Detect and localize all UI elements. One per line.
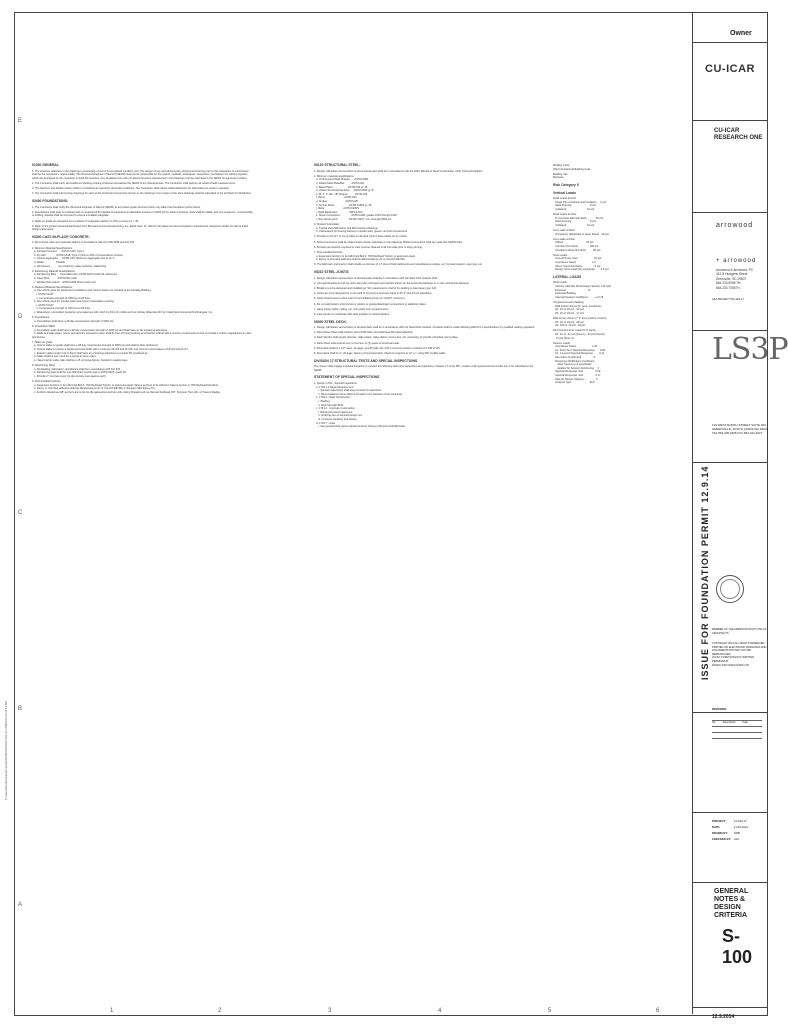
note-paragraph: Dead Loads at Floor 5" Concrete Slab with Deck 50 psf Steel Framing 8 psf Collateral 10 psf [553,213,604,227]
note-paragraph: 1. Section 1704 - Special Inspections a. 1704.1.2 Report Requirement. i. Special inspector(s) shall keep records of inspections. ii. Noncompliance items shall be brought to the attention of the contractor. b. 1704.3 - Steel Construction i. Welding ii. High-Strength Bolts c. 1704.4 - Concrete Construction i. Reinforcing steel placement ii. Verifying use of required design mix iii. Concrete sampling and testing d. 1704.7 - Soils i. See geotechnical report requirements for testing of fill and controlled base. [314,382,406,429]
title-block-divider [693,812,767,813]
note-paragraph: 1. The structure reflected on the drawings is structurally sound in its completed condition only. The design of any and all temporary shoring and bracing prior to the completion of construction shall be the contractor's responsibility. The Structural Engineer of Record (SEOR) shall not be responsible for the means, methods, techniques, sequences, procedures nor safety programs which are employed by the contractor to build the structure. Any deviations from the completed structure represented in the drawings must be submitted to the SEOR for approval in writing. [32,169,250,180]
title-block-divider [693,330,767,331]
ls3p-logo: LS3P [712,332,788,367]
ls3p-address: 110 WEST NORTH STREET SUITE 300 GREENVILLE, SOUTH CAROLINA 29601 TEL 864.235.0405 FAX 864.233.4027 [712,423,769,435]
architect-logo-line2: + arrowood [716,258,757,264]
section-heading: 02400 FOUNDATIONS: [32,198,69,203]
project-info-row [712,836,748,842]
grid-col-label: 6 [656,1008,660,1014]
project-name [714,128,762,142]
grid-col-label: 3 [328,1008,332,1014]
grid-row-label: E [18,118,23,124]
note-paragraph: Live Loads at Roof Occupancy (Reducible or Area, Slope) 20 psf [553,229,609,236]
note-paragraph: 8. Joist vendor to coordinate with steel supplier for spliced girders. [314,312,390,316]
note-paragraph: 2. Foundations shall bear on residual soils or engineered fill capable of supporting an allowable pressure of 3000 psf for column footings. Soils shall be stable, and non-expansive, compressible, or shifting material shall be removed to ensure a suitable subgrade. [32,210,254,218]
file-path-stamp: C:\Users\Doc\Desktop\Projects\2014\CUICAR\S-100.rvt 12/9/2014 10:44:51 AM [4,701,8,800]
note-paragraph: Live Loads at Floor Offices 50 psf Corridors (first floor) 100 psf Corridors (above first floor) 80 psf [553,237,601,252]
title-block-divider [693,42,767,43]
issue-stamp: ISSUE FOR FOUNDATION PERMIT 12.9.14 [700,465,710,680]
title-block-divider [693,462,767,463]
note-paragraph: 4. The Contractor shall submit shop drawings for each of the structural components shown on the drawings. Four copies of the shop drawings shall be submitted to the Architect for distribution. [32,192,252,196]
note-paragraph: 2. Minimum Material Specifications: a. Portland Cement: ASTM C150, Type I b. Fly Ash: ASTM C618, Type F (limit to 20% of cementitious content) c. Coarse Aggregate: ASTM C33, Maximum Aggregate size to be 1" d. Water: Potable e. Admixtures: Air entraining, water reducing, plasticizing [32,246,123,268]
project-info-value: NRB [734,831,740,835]
note-paragraph: Wall Corner Zones (7' 6" from exterior corners) 20', 10 sf, 18 psf, -28 psf 20', 100 sf, 15 psf, -18 psf [553,316,607,328]
note-paragraph: 3. Deck Vendor shall supply closures, ridge plates, valley plates, sump pans, etc. necessary to provide a finished roof surface. [314,336,459,340]
section-heading: LATERAL LOADS [553,274,582,279]
general-notes-column-1 [32,160,254,760]
note-paragraph: Wind Loads Velocity (Ultimate Wind Design Speed) 115 mph Exposure B Enclosed Building Internal Pressure Coefficient +/-0.18 [553,281,612,299]
revision-row [712,738,762,744]
note-paragraph: 3. Product Submittals: a. Typical shop fabrication and field erection drawings. b. Calculations for bracing frames to include weld, gusset, and bolt connections. [314,223,408,234]
section-heading: DIVISION 17 STRUCTURAL TESTS AND SPECIAL INSPECTIONS [314,358,418,363]
note-paragraph: 8. The fabricator and erector shall include a minimum of 1.5 tons of field weldments and miscellaneous angles, etc. for steel support, openings, etc. [314,263,483,267]
title-block-divider [693,1007,767,1008]
note-paragraph: 1. Design, fabrication and erection of all steel deck shall be in accordance with the Steel Deck Institute. All welds shall be made following AWS D1.3 specifications by qualified welding operators. [314,326,536,330]
architect-logo-line1: arrowood [716,222,754,229]
note-paragraph: 4. Deck Sheet shall extend over a minimum of (3) spans of structural steel. [314,341,400,345]
note-paragraph: 6. All steel permanently exposed to view must be cleaned of all mill scale prior to shop priming. [314,245,423,249]
note-paragraph: 6. Floor deck shall be 2", 20 gage, factory primed steel deck. Attach to supports at 12" o.c. using 5/8" puddle welds. [314,352,447,356]
project-info-label: PROJECT: [712,819,726,823]
membership-note: MEMBER OF THE AMERICAN INSTITUTE OF ARCHITECTS [712,628,767,635]
section-heading: Vertical Loads [553,190,576,195]
revision-col-description: Description [722,721,736,724]
note-paragraph: 7. Post-installed Anchors a. Expansion Anchors to be Hilti Kwik Bolt 3, ITW Redhead Trubolt, or approved equal. b. Epoxy or chemical adhesive shall be Ramset Epcon A7 or CIA HIT-RE 500. [314,251,416,262]
section-heading: 05120 STRUCTURAL STEEL: [314,163,361,167]
note-paragraph: Roof Components Loads (6'-0" band) 20', 10 sf, -11 psf (Zone 1), -33 psf (Zone3), -47 psf (Zone 3) [553,329,606,340]
project-info-label: DRAWN BY: [712,831,728,835]
note-paragraph: 8. Reinforcing Steel a. All detailing, fabrication, and placing shall be in accordance with ACI 315. b. Reinforcing steel shall be new billet bars conforming to ASTM A615, grade 60. c. Provide 2" concrete cover for all concrete cast against earth. [32,364,127,378]
note-paragraph: 5. Joists shall receive a shop coat of rust inhibitive primer (1 mil DFT minimum). [314,297,406,301]
note-paragraph: 3. Reinforcing Material Specifications: a. Reinforcing Bars: New billet bars, ASTM A615 Grade 60, deformed. b. Steel Wire: ASTM A82, plain c. Welded Wire Fabric: ASTM A185 Sheet stock only [32,269,118,284]
note-paragraph: 3. Slabs on grade are designed for a modulus of subgrade reaction of 175 pci using a K = 30. [32,219,139,223]
grid-row-label: A [18,902,23,908]
note-paragraph: Seismic Loads Importance Factor 1.25 Ss, Short Term Spectral Response 0.28 S1, 1 second Spectral Response 0.11 Site Class (Confirmed) D Response Modification Coefficient Steel Systems not specifically detailed for Seismic Reinforcing 3 Spectral Response, Sds 0.29 Spectral Response, Sd1 0.17 Seismic Design Category C Analysis Type ELF [553,341,606,385]
sheet-date: 12.9.2014 [712,1014,735,1020]
sheet-number: S-100 [722,926,753,967]
title-block-divider [693,212,767,213]
grid-col-label: 5 [548,1008,552,1014]
section-heading: STATEMENT OF SPECIAL INSPECTIONS [314,375,380,380]
project-info-label: CHECKED BY: [712,837,732,841]
note-paragraph: 2. Deck Sheet Steel shall conform with ASTM A611 and shall have FM Label attached. [314,331,413,335]
note-paragraph: 2. Minimum material specifications: a. W-Structural Steel Shapes: ASTM A992 b. Rolled Steel Plate/Bar: ASTM A36 c. Base Plates: ASTM A36 gr. 36 d. Hollow Structural Sections: ASTM A500 gr. B e. M, S, C, MC, HP Shapes: ASTM A36 f. Pipes: ASTM A53 g. Angles: ASTM A36 h. Anchor Rods: ASTM F1554 gr. 36 i. Bolts: ASTM A325N j. Weld Electrodes: AWS E70xx k. Shear Connectors: ASTM A108, grades 1015 through 1020 l. Non-shrink grout: ASTM C1107, min. strength 5000 psi [314,174,397,221]
note-paragraph: 7. Slabs on grade a. Interior slabs on grade shall have a 28 day compressive strength of 3500 psi and shall be fiber reinforced. b. Interior slabs to receive a hardened trowel finish with a minimum FF=35 and FL=25, and minimum local values of FF=24 and FL=17. c. Exterior slabs (under roof or floor) shall have air entraining admixture to provide 6% entrained air. d. Slabs shall be wet cured for a period of seven days. e. Vapor barrier under slab shall be a 15 mil polyethylene, bonded to sealing tape. [32,340,189,362]
architect-address: Arrowood & Arrowood, PC 412 B Hudgens Street Greenville, SC 29607 864.233.9055 Tel 864.233.7056 Fx [716,268,754,290]
title-block-divider [693,882,767,883]
note-paragraph: 2. Use special joists at roof top units using the roof layout and weights shown on the structural drawings or on the mechanical drawings. [314,281,470,285]
note-paragraph: Components and Cladding Wall Interior Zones (ft², area, pressures) 20', 10 sf, 18 psf, -19 psf 20', 10 sf, 18 psf, -17 psf [553,300,602,315]
grid-col-label: 2 [218,1008,222,1014]
section-heading: 05300 STEEL DECK: [314,319,347,324]
grid-col-label: 4 [438,1008,442,1014]
note-paragraph: 1. All concrete work and materials shall be in accordance with ACI 318-2008 and ACI 301. [32,241,135,245]
grid-col-label: 1 [110,1008,114,1014]
note-paragraph: Building Use Business [553,172,568,180]
note-paragraph: 5. Field connections shall be bolted unless shown otherwise on the drawings. Bolted connections shall be made with A325N bolts. [314,240,463,244]
revisions-label: REVISIONS: [712,708,727,711]
owner-label: Owner [730,30,752,37]
note-paragraph: Building Code 2012 International Building Code [553,164,591,171]
grid-row-label: D [18,314,23,320]
copyright-note: COPYRIGHT 2014 ALL RIGHTS RESERVED. PRINTED OR ELECTRONIC DRAWINGS AND DOCUMENTATION MAY NOT BE REPRODUCED IN ANY FORM WITHOUT WRITTEN PERMISSION FROM LS3P ASSOCIATES LTD. [712,642,767,667]
revision-col-date: Date [742,721,748,724]
sheet-title: GENERAL NOTES & DESIGN CRITERIA [714,888,749,919]
note-paragraph: 9. Post-Installed Anchors a. Expansion Anchors to be Hilti Kwik Bolt 3, ITW Redhead Trubolt, or approved equal. Sleeve anchors to be Hilti HLC Sleeve Anchor or ITW Redhead Dynabolt. b. Epoxy or chemical adhesive shall be Ramset Epcon A7 or CIA HIT-RE 500 or Simpson SET Epoxy-Tie. c. Anchors labeled as 3/8" anchors are to be hot dip galvanized anchors with cutting threads such as Ramset Redhead 3/8", Simpson Titen HD, or Powers Wedge. [32,380,221,394]
note-paragraph: 6. Foundation Walls a. Foundation walls shall have a 28 day compressive strength of 4000 psi and shall have an air entraining admixture. b. Walls and slab edges, where permanently exposed to view, shall be free of honeycombing and shall be rubbed with a mixture of sand and cement to provide a uniform appearance in color and texture. [32,324,252,339]
design-criteria-column [553,164,683,724]
architect-seal-inner [720,579,740,599]
cuicar-logo-text: CU-ICAR [705,63,755,75]
project-info [712,818,748,842]
note-paragraph: 2. The Contractor shall verify all conditions including existing structures and advise the SEOR of any discrepancies. The Contractor shall perform all required field measurements. [32,181,236,185]
note-paragraph: 7. Hang piping, lights, ceiling, etc. from joists only at panel points. [314,307,389,311]
section-heading: 05210 STEEL JOISTS: [314,270,350,274]
section-heading: 03300 CAST-IN-PLACE CONCRETE: [32,234,90,239]
project-name-line1: CU-ICAR [714,128,740,134]
note-paragraph: The Owner shall engage a special inspector to conduct the following tests and inspections as required by Chapter 17 of the IBC. Copies of all reports and test results are to be submitted to the SEOR. [314,365,534,372]
note-paragraph: 4. Refer to the project Geotechnical Report from Bunnell-Lammons Engineering, Inc. dated Sept. 12, 2014 for fill placement and compaction requirements required to obtain the above listed design parameters. [32,224,249,232]
title-block-divider [693,712,767,713]
section-heading: 01000 GENERAL [32,163,59,167]
note-paragraph: 3. The Sections and Details shown shall be considered as typical for all similar conditions. The Contractor shall submit written Requests for Information for areas in question. [32,187,230,191]
note-paragraph: 6. Do not weld bottom chord struts or girders or gravity/diaphragm connections to stabilizer plates. [314,302,427,306]
revision-col-no: No. [712,721,717,724]
grid-row-label: C [18,510,23,516]
revisions-table [712,720,762,744]
project-info-value: 11.05.2014 [734,825,748,829]
note-paragraph: 3. Bridging is to be designed and installed per SJI requirements. Anchor by welding to steel beam (per SJI). [314,286,437,290]
section-heading: Risk Category II [553,182,579,187]
project-name-line2: RESEARCH ONE [714,135,763,141]
grid-row-label: B [18,706,23,712]
note-paragraph: 1. Design, fabrication and erection of all steel joists shall be in accordance with the Steel Joist Institute (SJI). [314,276,438,280]
note-paragraph: 4. Required Material Specifications: a. Non-shrink grout for equipment foundations and column bases (as needed) at the Faraday Building i. ASTM C1107 ii. Compressive strength of 7000 psi at 28 days b. Non-shrink grout for precast panel and column baseplates grouting i. ASTM C1107 ii. Compressive strength of 7000 psi at 28 days c. Waterstops: premolded, bentonite type waterstop with 1inch by 3/4 inch profile such as Volclay Waterstop RX by Colloid Environmental Technologies, Inc. [32,285,213,314]
note-paragraph: Snow Loads Ground Snow Load 10 psf Importance Factor 1.0 Flat or Snow Surcharge 8 psf Design Snow Load (No surcharge) 6.5 psf [553,253,609,272]
note-paragraph: 5. Roof deck shall be 1 1/2" deep, 22 gage, type B (wide rib), with a minimum section modulus of 0.186 in^3/ft. [314,346,441,350]
project-info-value: 12-029-17 [734,819,747,823]
project-info-label: DATE: [712,825,721,829]
note-paragraph: Dead Loads at Roof Single Ply membrane and insulation 2 psf Steel Framing 8 psf Collateral 10 psf [553,197,606,211]
general-notes-column-2 [314,160,536,930]
note-paragraph: 4. Provide 2 inch (2") to top of slabs on all steel column base plates (or as noted). [314,235,408,239]
note-paragraph: 5. Foundations: a. Foundations shall have a 28 day compressive strength of 3000 psi. [32,316,114,323]
note-paragraph: 1. Design, fabrication and erection of all structural steel shall be in accordance with the AISC Manual of Steel Construction, ASD, Thirteenth Edition. [314,169,484,173]
title-block-divider [693,120,767,121]
architect-project-number: A&A PROJECT #12-029-17 [712,298,744,301]
cuicar-logo [700,58,760,78]
project-info-value: AJA [734,837,740,841]
note-paragraph: 4. Joists are to be designed for a net uplift of 15 psf at a perimeter band of 20'-0" and 12 psf elsewhere. [314,292,433,296]
note-paragraph: 1. The Contractor shall notify the Structural Engineer of Record (SEOR) at any below grade structure which may affect the foundation performance. [32,205,201,209]
